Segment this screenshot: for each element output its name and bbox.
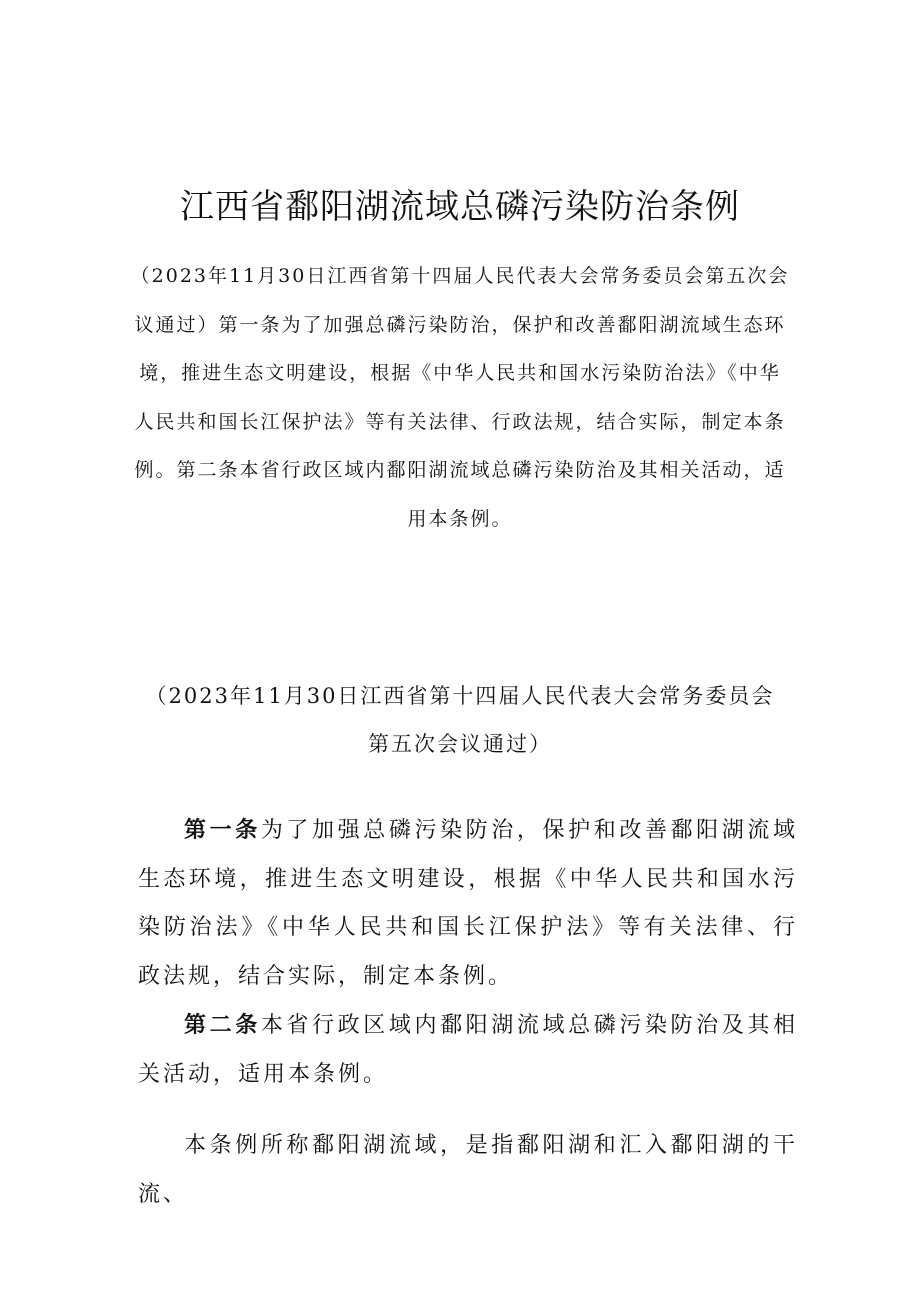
adoption-note: （2023年11月30日江西省第十四届人民代表大会常务委员会第五次会议通过） xyxy=(145,684,775,756)
article-2 xyxy=(138,1001,798,1099)
document-title: 江西省鄱阳湖流域总磷污染防治条例 xyxy=(180,187,740,227)
document-summary: （2023年11月30日江西省第十四届人民代表大会常务委员会第五次会议通过）第一条为了加强总磷污染防治，保护和改善鄱阳湖流域生态环境，推进生态文明建设，根据《中华人民共和国水污染防治法》《中华人民共和国长江保护法》等有关法律、行政法规，结合实际，制定本条例。第二条本省行政区域内鄱阳湖流域总磷污染防治及其相关活动，适用本条例。 xyxy=(130,265,790,530)
article-1-text: 为了加强总磷污染防治，保护和改善鄱阳湖流域生态环境，推进生态文明建设，根据《中华人民共和国水污染防治法》《中华人民共和国长江保护法》等有关法律、行政法规，结合实际，制定本条例。 xyxy=(138,818,798,989)
article-2-text: 本省行政区域内鄱阳湖流域总磷污染防治及其相关活动，适用本条例。 xyxy=(138,1013,798,1087)
article-1-label: 第一条 xyxy=(184,817,261,843)
article-2-label: 第二条 xyxy=(184,1012,261,1038)
article-1 xyxy=(138,806,798,1001)
article-2-paragraph-2-text: 本条例所称鄱阳湖流域，是指鄱阳湖和汇入鄱阳湖的干流、 xyxy=(138,1133,798,1207)
article-2-paragraph-2 xyxy=(138,1122,798,1219)
